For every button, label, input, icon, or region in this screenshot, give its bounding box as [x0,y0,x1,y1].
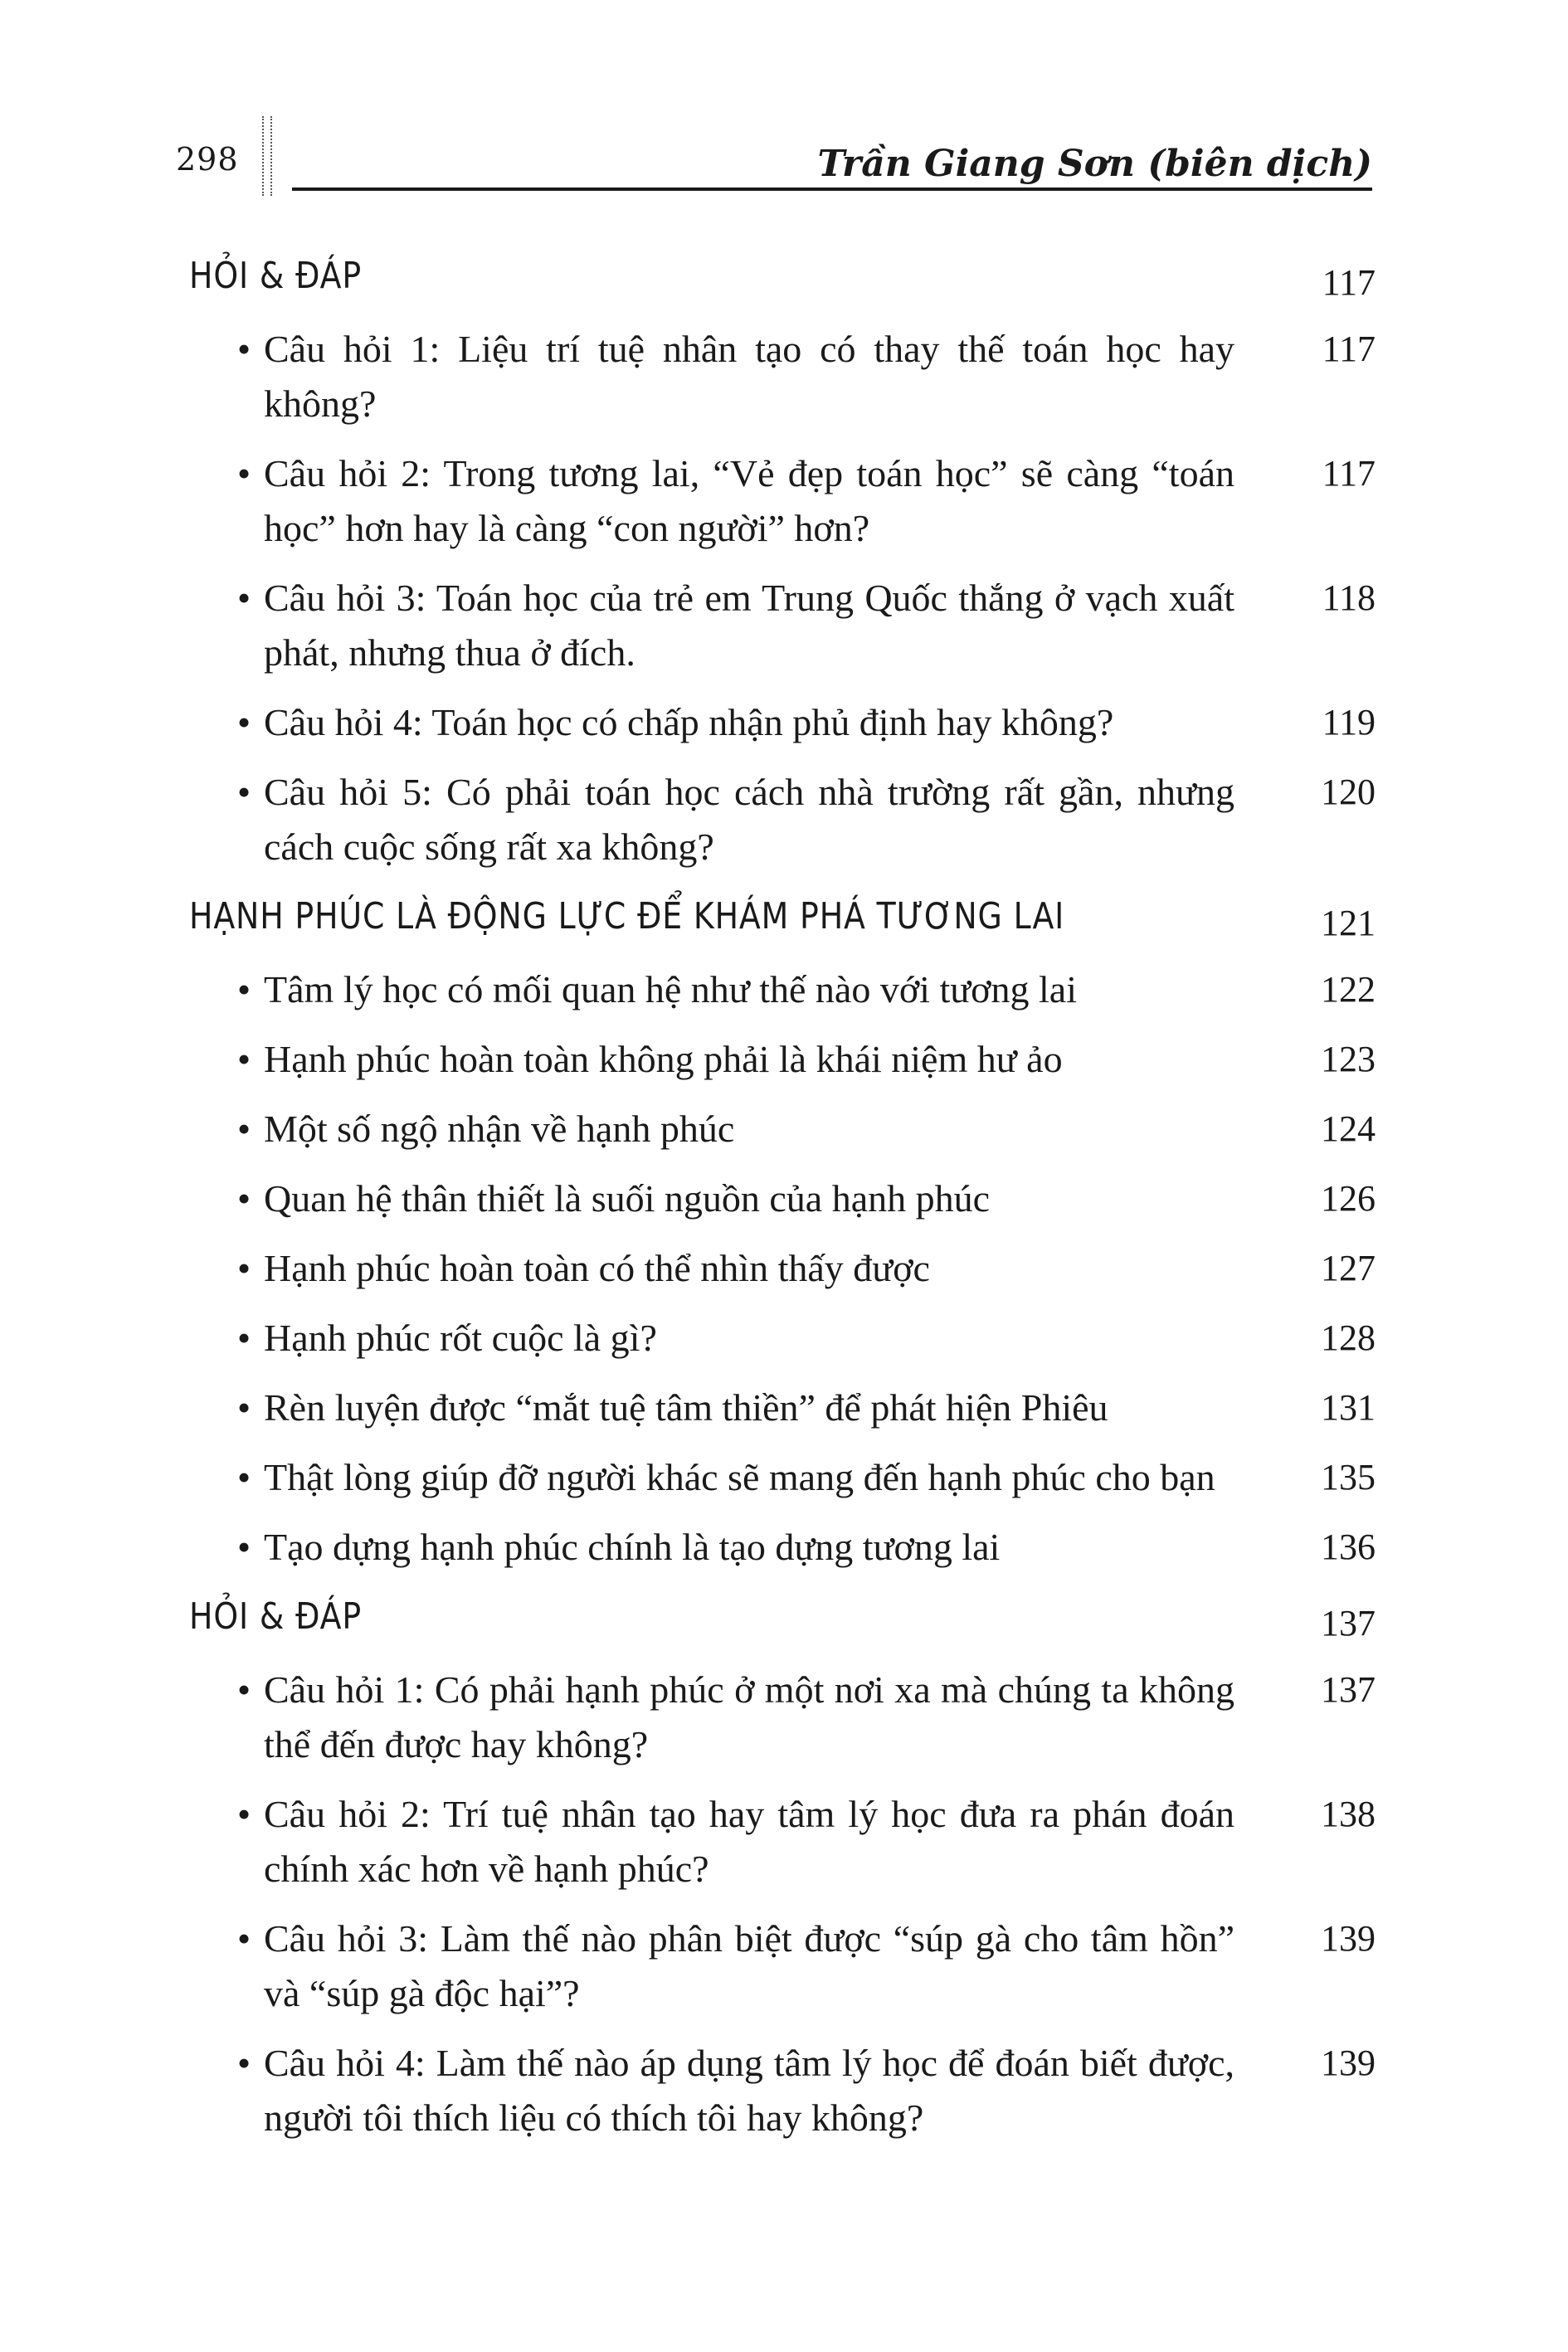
toc-page-number: 139 [1321,2043,1376,2083]
bullet-icon: • [237,1668,251,1711]
bullet-icon: • [237,1793,251,1835]
toc-page-number: 126 [1321,1178,1376,1219]
running-head: Trần Giang Sơn (biên dịch) [817,143,1372,185]
toc-page-number: 135 [1321,1457,1376,1497]
toc-page-number: 118 [1322,577,1376,618]
toc-entry [189,1911,1376,2021]
toc-page-number: 136 [1321,1527,1376,1567]
toc-entry-title: Thật lòng giúp đỡ người khác sẽ mang đến hạnh phúc cho bạn [264,1456,1215,1498]
bullet-icon: • [237,1456,251,1498]
toc-entry-title: Câu hỏi 2: Trí tuệ nhân tạo hay tâm lý học đưa ra phán đoán chính xác hơn về hạnh phúc? [264,1793,1234,1890]
bullet-icon: • [237,577,251,619]
bullet-icon: • [237,1317,251,1359]
bullet-icon: • [237,1108,251,1150]
toc-page-number: 137 [1321,1603,1376,1643]
toc-entry [189,1241,1376,1296]
toc-page-number: 131 [1321,1387,1376,1428]
toc-section-title: HỎI & ĐÁP [189,255,363,297]
toc-entry [189,1102,1376,1157]
toc-entry [189,1311,1376,1366]
bullet-icon: • [237,1386,251,1429]
bullet-icon: • [237,1526,251,1568]
toc-entry-title: Tâm lý học có mối quan hệ như thế nào với tương lai [264,968,1077,1010]
toc-entry-title: Một số ngộ nhận về hạnh phúc [264,1108,735,1150]
toc-page-number: 138 [1321,1794,1376,1834]
toc-entry [189,446,1376,556]
page-header [0,0,1568,199]
toc-entry [189,1520,1376,1575]
toc-page-number: 120 [1321,772,1376,812]
bullet-icon: • [237,1247,251,1289]
toc-entry [189,571,1376,680]
toc-entry-title: Hạnh phúc hoàn toàn không phải là khái niệm hư ảo [264,1038,1063,1080]
toc-entry [189,1663,1376,1772]
toc-entry-title: Hạnh phúc hoàn toàn có thể nhìn thấy được [264,1247,930,1289]
toc-page-number: 128 [1321,1317,1376,1358]
toc-entry [189,2036,1376,2145]
toc-entry [189,765,1376,874]
toc-page-number: 122 [1321,969,1376,1010]
toc-entry-title: Câu hỏi 4: Toán học có chấp nhận phủ định hay không? [264,701,1114,743]
toc-entry-title: Câu hỏi 3: Làm thế nào phân biệt được “súp gà cho tâm hồn” và “súp gà độc hại”? [264,1917,1234,2014]
toc-entry [189,1787,1376,1897]
toc-entry-title: Câu hỏi 3: Toán học của trẻ em Trung Quốc thắng ở vạch xuất phát, nhưng thua ở đích. [264,577,1234,674]
toc-page-number: 124 [1321,1108,1376,1149]
toc-page-number: 139 [1321,1918,1376,1959]
bullet-icon: • [237,968,251,1010]
toc-entry [189,1381,1376,1435]
bullet-icon: • [237,452,251,494]
header-rule [292,187,1372,191]
bullet-icon: • [237,1177,251,1220]
bullet-icon: • [237,2042,251,2084]
table-of-contents [189,249,1376,2160]
toc-entry-title: Quan hệ thân thiết là suối nguồn của hạnh phúc [264,1177,991,1220]
toc-section-title: HỎI & ĐÁP [189,1595,363,1638]
toc-entry [189,322,1376,431]
toc-section-heading [189,889,1376,951]
toc-entry-title: Câu hỏi 4: Làm thế nào áp dụng tâm lý học để đoán biết được, người tôi thích liệu có thích tôi hay không? [264,2042,1234,2139]
bullet-icon: • [237,771,251,813]
toc-entry [189,695,1376,750]
toc-entry-title: Câu hỏi 1: Liệu trí tuệ nhân tạo có thay thế toán học hay không? [264,328,1234,425]
toc-entry-title: Câu hỏi 1: Có phải hạnh phúc ở một nơi xa mà chúng ta không thể đến được hay không? [264,1668,1234,1765]
toc-page-number: 127 [1321,1248,1376,1288]
toc-entry-title: Tạo dựng hạnh phúc chính là tạo dựng tương lai [264,1526,1001,1568]
toc-page-number: 117 [1322,329,1376,369]
toc-page-number: 119 [1322,702,1376,743]
toc-section-heading [189,1590,1376,1651]
bullet-icon: • [237,1038,251,1080]
bullet-icon: • [237,1917,251,1960]
toc-page-number: 117 [1322,453,1376,494]
toc-entry [189,1032,1376,1087]
toc-entry [189,1450,1376,1505]
toc-section-title: HẠNH PHÚC LÀ ĐỘNG LỰC ĐỂ KHÁM PHÁ TƯƠNG LAI [189,895,1065,937]
toc-page-number: 121 [1321,903,1376,943]
toc-section-heading [189,249,1376,310]
toc-entry-title: Rèn luyện được “mắt tuệ tâm thiền” để phát hiện Phiêu [264,1386,1108,1429]
bullet-icon: • [237,701,251,743]
bullet-icon: • [237,328,251,370]
toc-page-number: 117 [1322,262,1376,303]
toc-entry-title: Câu hỏi 5: Có phải toán học cách nhà trường rất gần, nhưng cách cuộc sống rất xa không? [264,771,1234,868]
toc-entry-title: Câu hỏi 2: Trong tương lai, “Vẻ đẹp toán học” sẽ càng “toán học” hơn hay là càng “con người” hơn? [264,452,1234,549]
page-number: 298 [176,141,239,178]
toc-entry-title: Hạnh phúc rốt cuộc là gì? [264,1317,657,1359]
toc-page-number: 123 [1321,1039,1376,1079]
toc-page-number: 137 [1321,1669,1376,1710]
toc-entry [189,962,1376,1017]
toc-entry [189,1171,1376,1226]
header-ornament [262,116,272,196]
